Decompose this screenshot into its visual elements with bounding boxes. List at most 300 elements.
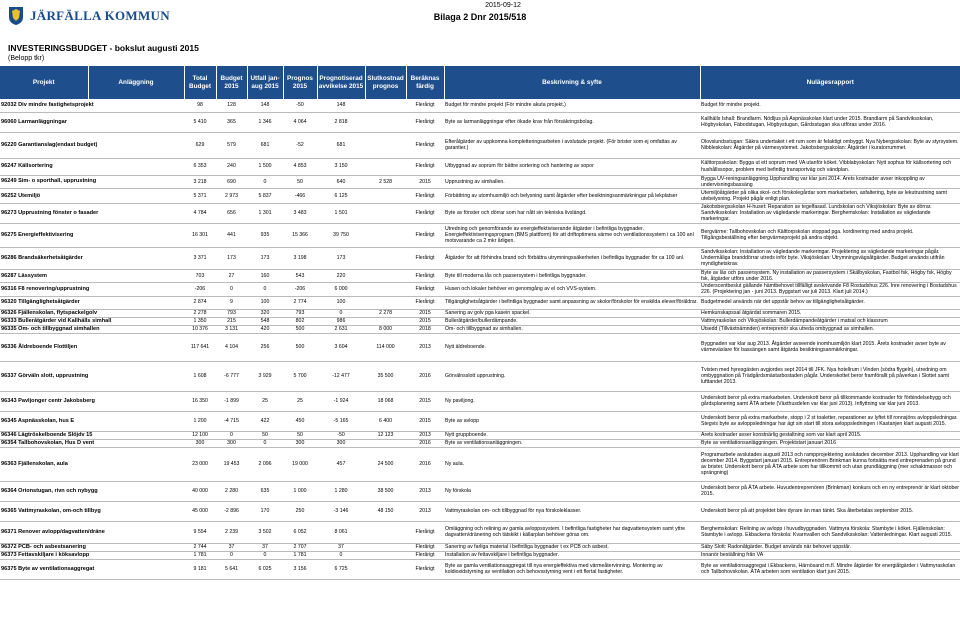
outcome: 420 [247,325,283,333]
status-report: Olovslundsstugan: Säkra undertaket i ett rum som är felaktigt ombyggt. Nya Nybergsskolan: Byte av styrsystem. Nibbleskolan: Åtgärder på värmesystemet. Jakobsbergsskolan: Åtgärder i kuratorrummet. [700,132,960,158]
deviation: 3 150 [317,158,365,175]
budget-2015: 3 131 [216,325,247,333]
completion: 2018 [406,325,444,333]
deviation: 1 501 [317,203,365,223]
description: Byte av larmanläggningar efter ökade krav från försäkringsbolag. [444,112,700,132]
table-row [0,543,960,551]
deviation: 300 [317,439,365,447]
forecast: 3 483 [283,203,317,223]
final-cost [365,559,406,579]
total-budget: 5 410 [184,112,216,132]
budget-2015: 0 [216,431,247,439]
outcome: 100 [247,296,283,309]
project-name: 96333 Bulleråtgärder vid Kallhälls simhall [0,317,184,325]
status-report: Underskott beror på att projektet blev dyrare än man tänkt. Ska återbetalas september 2015. [700,501,960,521]
description: Byte av avlopp [444,411,700,431]
project-name: 96286 Brandsäkerhetsåtgärder [0,247,184,269]
status-report: Underskott beror på extra markarbeten. Underskott beror på tillkommande kostnader för förbindelsebygg och gårdsplanering samt ÄTA arbete (Växthusdelen var klar juni 2013). Inflyttning var klar juni 2013. [700,391,960,411]
description: Upprustning av simhallen. [444,175,700,188]
forecast: 50 [283,175,317,188]
outcome: 935 [247,223,283,247]
description: Ny aula. [444,447,700,481]
description: Om- och tillbyggnad av simhallen. [444,325,700,333]
budget-2015: 5 641 [216,559,247,579]
final-cost [365,158,406,175]
description: Husen och lokaler behöver en genomgång av el och VVS-system. [444,283,700,296]
project-name: 96220 Garantianslag(endast budget) [0,132,184,158]
budget-2015: 690 [216,175,247,188]
forecast: 500 [283,325,317,333]
status-report: Byte av ventilationsaggregat i Ekbackens, Härnösand m.fl. Mindre åtgärder för energiåtgärder i Vattmyraskolan och Tallbohovskolan. ÄTA arbeten som ventilation klart juni 2015. [700,559,960,579]
forecast: 300 [283,439,317,447]
completion: Flerårigt [406,188,444,203]
project-name: 96371 Renover avlopp/dagvatten/dräne [0,521,184,543]
table-row [0,283,960,296]
total-budget: 1 350 [184,317,216,325]
description: Efterålgärder av uppkomna kompletteringsarbeten i avslutade projekt. (För brister som ej omfattas av garantier.) [444,132,700,158]
deviation: -1 924 [317,391,365,411]
total-budget: 3 218 [184,175,216,188]
outcome: 6 025 [247,559,283,579]
budget-2015: 2 973 [216,188,247,203]
final-cost: 38 500 [365,481,406,501]
outcome: 422 [247,411,283,431]
deviation: 640 [317,175,365,188]
project-name: 96365 Vattmyraskolan, om-och tillbyg [0,501,184,521]
page-title: INVESTERINGSBUDGET - bokslut augusti 2015 [8,43,199,53]
final-cost [365,439,406,447]
budget-2015: -1 899 [216,391,247,411]
total-budget: 12 100 [184,431,216,439]
table-row [0,175,960,188]
project-name: 96287 Lässystem [0,269,184,282]
completion: Flerårigt [406,559,444,579]
budget-2015: 300 [216,439,247,447]
project-name: 96247 Källsortering [0,158,184,175]
column-header: Beskrivning & syfte [444,66,700,99]
forecast: 450 [283,411,317,431]
forecast: 802 [283,317,317,325]
description: Tillgänglighetsåtgärder i befintliga byggnader samt anpassning av skolor/förskolor för enskilda elever/föräldrar. [444,296,700,309]
completion: 2015 [406,309,444,317]
description: Sanering av farliga material i befintliga byggnader t ex PCB och asbest. [444,543,700,551]
deviation: -50 [317,431,365,439]
status-report: Tvisten med hyresgästen avgjordes sept 2014 till JFK. Nya hotellrum i Vinden (södra flygeln), utredning om ombyggnation på Trädgårdsmästarbostaden pågår. Underskottet beror framförallt på påverkan i Slottet samt lufttandet 2013. [700,361,960,391]
deviation: 2 818 [317,112,365,132]
column-header: Beräknas färdig [406,66,444,99]
completion: Flerårigt [406,112,444,132]
total-budget: 703 [184,269,216,282]
completion: 2013 [406,431,444,439]
final-cost [365,132,406,158]
project-name: 96337 Görväln slott, upprustning [0,361,184,391]
project-name: 96316 F8 renovering/upprustning [0,283,184,296]
forecast: 4 853 [283,158,317,175]
forecast: 5 700 [283,361,317,391]
status-report: Bergvärme: Tallbohovskolan och Kälttorpskolan stoppad pga. kordinering med andra projekt. Tillgångsbeställning efter bergvärmeprojekt på andra objekt. [700,223,960,247]
total-budget: 16 301 [184,223,216,247]
forecast: 1 000 [283,481,317,501]
budget-2015: -2 896 [216,501,247,521]
final-cost [365,203,406,223]
completion: Flerårigt [406,203,444,223]
description: Installation av fettavskiljare i befintliga byggnader. [444,551,700,559]
deviation: -5 165 [317,411,365,431]
status-report: Byte av lås och passersystem. Ny installation av passersystem i Skälbyskolan, Fastbol fsk, Högby fsk, Högby fsk, åtgärder utförs under 2016. [700,269,960,282]
outcome: 0 [247,283,283,296]
project-name: 96252 Utemiljö [0,188,184,203]
outcome: 173 [247,247,283,269]
table-row [0,223,960,247]
forecast: 250 [283,501,317,521]
total-budget: 10 376 [184,325,216,333]
forecast: 500 [283,333,317,361]
deviation: 0 [317,309,365,317]
status-report: Årets kostnader avser konstnärlig gestaltning som var klart april 2015. [700,431,960,439]
table-row [0,411,960,431]
outcome: 50 [247,431,283,439]
table-row [0,439,960,447]
completion: 2013 [406,333,444,361]
final-cost: 12 123 [365,431,406,439]
total-budget: 2 744 [184,543,216,551]
deviation: 0 [317,551,365,559]
project-name: 96335 Om- och tillbyggnad simhallen [0,325,184,333]
logo-text: JÄRFÄLLA KOMMUN [30,8,170,23]
final-cost [365,188,406,203]
outcome: 25 [247,391,283,411]
table-row [0,112,960,132]
total-budget: 5 371 [184,188,216,203]
total-budget: 4 784 [184,203,216,223]
final-cost: 6 400 [365,411,406,431]
forecast: 15 366 [283,223,317,247]
project-name: 96320 Tillgänglighetsåtgärder [0,296,184,309]
completion: Flerårigt [406,283,444,296]
column-header: Utfall jan-aug 2015 [247,66,283,99]
completion: 2016 [406,447,444,481]
column-header: Total Budget [184,66,216,99]
final-cost: 114 000 [365,333,406,361]
table-row [0,501,960,521]
budget-2015: 4 104 [216,333,247,361]
deviation: 39 750 [317,223,365,247]
completion: 2016 [406,361,444,391]
budget-2015: 2 239 [216,521,247,543]
completion: 2015 [406,391,444,411]
forecast: 3 198 [283,247,317,269]
status-report: Utemiljöåtgärder på olika skol- och förskolegårdar som markarbeten, asfaltering, byte av lekutrustning samt utebelysning. Projekt pågår enligt plan. [700,188,960,203]
final-cost [365,296,406,309]
total-budget: 9 181 [184,559,216,579]
budget-2015: 27 [216,269,247,282]
deviation: 173 [317,247,365,269]
final-cost: 2 278 [365,309,406,317]
total-budget: 300 [184,439,216,447]
final-cost [365,551,406,559]
total-budget: 45 000 [184,501,216,521]
deviation: 2 631 [317,325,365,333]
total-budget: 23 000 [184,447,216,481]
project-name: 96373 Fettavskiljare i köksavlopp [0,551,184,559]
table-row [0,481,960,501]
deviation: 3 604 [317,333,365,361]
budget-2015: 656 [216,203,247,223]
deviation: 1 280 [317,481,365,501]
project-name: 96249 Sim- o sporthall, upprustning [0,175,184,188]
forecast: -206 [283,283,317,296]
budget-2015: -6 777 [216,361,247,391]
description: Förbättring av utomhusmiljö och belysning samt åtgärder efter besiktningsanmärkningar på lekplatser [444,188,700,203]
outcome: 1 301 [247,203,283,223]
total-budget: 3 371 [184,247,216,269]
completion: 2015 [406,175,444,188]
outcome: 37 [247,543,283,551]
status-report: Innanör beställning från VA [700,551,960,559]
outcome: 3 502 [247,521,283,543]
description: Byte av fönster och dörrar som har nått sin tekniska livslängd. [444,203,700,223]
description: Utbyggnad av soprum för bättre sortering och hantering av sopor [444,158,700,175]
description: Omläggning och relining av gamla avloppssystem. I befintliga fastigheter har dagvattensystem samt yttre dagvatten/dränering och tätskikt i källarplan behöver göras om. [444,521,700,543]
final-cost [365,283,406,296]
table-row [0,333,960,361]
column-header: Anläggning [88,66,184,99]
deviation: -3 146 [317,501,365,521]
page-subtitle: (Belopp tkr) [8,55,45,62]
description: Utredning och genomförande av energieffektiviserande åtgärder i befintliga byggnader. Energieffektiviseringsprogram (BMS plattform) för att driftoptimera värme och ventilationssystem i ca 100 anl motsvarande ca 2 mkr årligen. [444,223,700,247]
status-report: Byggnaden var klar aug 2013. Åtgärder avseende inomhusmiljön klart 2015. Årets kostnader avser byte av värmeväxlare för bassängen samt åtgärda besiktningsanmärkningar. [700,333,960,361]
outcome: 0 [247,175,283,188]
completion: Flerårigt [406,521,444,543]
final-cost [365,112,406,132]
description: Sanering av golv pga kasein spackel. [444,309,700,317]
completion: 2016 [406,439,444,447]
final-cost [365,317,406,325]
budget-2015: 9 [216,296,247,309]
project-name: 92032 Div mindre fastighetsprojekt [0,99,184,112]
column-header: Nulägesrapport [700,66,960,99]
table-row [0,158,960,175]
completion: Flerårigt [406,247,444,269]
status-report: Sandviksskolan: Installation av vägledande markeringar. Projektering av vägledande markeringar pågår. Undermåliga branddörrar utreds inför byte. Viksjöskolan: Utrymningsvägsåtgärder. Budget används utifrån myndighetskrav. [700,247,960,269]
description: Budget för mindre projekt (För mindre akuta projekt.) [444,99,700,112]
table-row [0,132,960,158]
final-cost: 35 500 [365,361,406,391]
budget-2015: 365 [216,112,247,132]
description: Byte av gamla ventilationsaggregat till nya energieffektiva med värmeåtervinning. Montering av koldioxidstyrning av ventilation och behovsstyrning vent i ett flertal fastigheter. [444,559,700,579]
forecast: 1 781 [283,551,317,559]
final-cost [365,223,406,247]
deviation: 6 725 [317,559,365,579]
completion: 2015 [406,317,444,325]
total-budget: 2 278 [184,309,216,317]
total-budget: 98 [184,99,216,112]
project-name: 96060 Larmanläggningar [0,112,184,132]
deviation: 6 000 [317,283,365,296]
table-row [0,247,960,269]
completion: Flerårigt [406,132,444,158]
deviation: 100 [317,296,365,309]
description: Byte till moderna lås och passersystem i befintliga byggnader. [444,269,700,282]
status-report: Berghemskolan: Relining av avlopp i huvudbyggnaden. Vattmyra förskola: Stambyte i köket. Fjällenskolan: Stambyte i avlopp. Ekbackens förskola: Kvarnvallen och Sandviksskolan: Vattenledningar. Klart augusti 2015. [700,521,960,543]
final-cost: 48 150 [365,501,406,521]
total-budget: 117 641 [184,333,216,361]
budget-2015: 793 [216,309,247,317]
outcome: 2 096 [247,447,283,481]
outcome: 1 346 [247,112,283,132]
project-name: 96364 Orionstugan, rivn och nybygg [0,481,184,501]
outcome: 635 [247,481,283,501]
description: Görvälnsslott upprustning. [444,361,700,391]
completion: Flerårigt [406,269,444,282]
total-budget: 40 000 [184,481,216,501]
table-row [0,188,960,203]
total-budget: 1 608 [184,361,216,391]
total-budget: 1 781 [184,551,216,559]
completion: Flerårigt [406,551,444,559]
table-row [0,309,960,317]
status-report: Säby Slott: Radonåtgärder. Budget används när behovet uppstår. [700,543,960,551]
forecast: 793 [283,309,317,317]
outcome: 148 [247,99,283,112]
deviation: 37 [317,543,365,551]
description: Vattmyraskolan om- och tillbyggnad för nya förskoleklasser. [444,501,700,521]
forecast: 4 064 [283,112,317,132]
final-cost [365,269,406,282]
outcome: 256 [247,333,283,361]
final-cost [365,543,406,551]
table-row [0,203,960,223]
status-report: Underscentbeslut gällande hämtbehovet tillfälligt avskrivande F8 Rostadshus 226. Inre renovering i Bostadshus 226. (Projektering jan - juni 2013. Byggstart var juli 2013. Klart juli 2014.) [700,283,960,296]
table-row [0,269,960,282]
budget-2015: 579 [216,132,247,158]
table-row [0,431,960,439]
table-row [0,325,960,333]
investment-table [0,66,960,580]
project-name: 96273 Upprustning fönster o fasader [0,203,184,223]
budget-2015: 173 [216,247,247,269]
total-budget: 629 [184,132,216,158]
total-budget: 9 554 [184,521,216,543]
project-name: 96372 PCB- och asbestsanering [0,543,184,551]
forecast: 2 707 [283,543,317,551]
budget-2015: 240 [216,158,247,175]
outcome: 1 500 [247,158,283,175]
table-row [0,391,960,411]
description: Nytt gruppboende. [444,431,700,439]
deviation: 148 [317,99,365,112]
description: Ny förskola [444,481,700,501]
forecast: 6 052 [283,521,317,543]
project-name: 96375 Byte av ventilationsaggregat [0,559,184,579]
table-row [0,521,960,543]
total-budget: 6 353 [184,158,216,175]
forecast: -52 [283,132,317,158]
total-budget: -206 [184,283,216,296]
deviation: 8 061 [317,521,365,543]
status-report: Programarbete avslutades augusti 2013 och rampprojektering avslutades december 2013. Upphandling var klart december 2014. Byggstart januari 2015. Entreprenören Brinkman kunna fortsätta med entreprenaden på grund av brister. Underskott beror på ÄTA arbete som har tillkommit och utan grundläggning (mer schaktmassor och sprängning) [700,447,960,481]
budget-2015: 19 453 [216,447,247,481]
outcome: 0 [247,551,283,559]
status-report: Budget för mindre projekt. [700,99,960,112]
deviation: 681 [317,132,365,158]
description: Ny paviljong. [444,391,700,411]
outcome: 681 [247,132,283,158]
outcome: 5 837 [247,188,283,203]
outcome: 548 [247,317,283,325]
final-cost [365,521,406,543]
table-row [0,559,960,579]
budget-2015: 0 [216,551,247,559]
outcome: 320 [247,309,283,317]
budget-2015: -4 715 [216,411,247,431]
table-row [0,361,960,391]
total-budget: 2 874 [184,296,216,309]
deviation: 220 [317,269,365,282]
status-report: Jakobsbergsskolan H-huset: Reparation av tegelfasad. Lundskolan och Viksjöskolan: Byte av dörrar. Sandviksskolan: Installation av vägledande markeringar. Berghemskolan: Installation av vägledande markeringar. [700,203,960,223]
budget-2015: 2 280 [216,481,247,501]
completion: Flerårigt [406,158,444,175]
project-name: 96345 Aspnässkolan, hus E [0,411,184,431]
deviation: -12 477 [317,361,365,391]
status-report: Vattmyraskolan och Viksjöskolan: Bullerdämpandeåtgärder i matsal och klassrum [700,317,960,325]
description: Åtgärder för att förhindra brand och förbättra utrymningssäkerheten i befintliga byggnader för ca 100 anl. [444,247,700,269]
description: Bulleråtgärder/bullerdämpande. [444,317,700,325]
table-row [0,551,960,559]
completion: 2015 [406,411,444,431]
status-report: Utsedd (Tillväxtnämnden) entreprenör ska utreda ombyggnad av simhallen. [700,325,960,333]
total-budget: 1 200 [184,411,216,431]
column-header: Budget 2015 [216,66,247,99]
forecast: 25 [283,391,317,411]
budget-2015: 128 [216,99,247,112]
project-name: 96275 Energieffektivisering [0,223,184,247]
status-report: Byte av ventilationsanläggningen. Projektstart januari 2016 [700,439,960,447]
table-row [0,447,960,481]
completion: Flerårigt [406,99,444,112]
completion: Flerårigt [406,296,444,309]
document-header [0,2,960,22]
status-report: Bygga UV-reningsanläggning.Upphandling var klar juni 2014. Årets kostnader avser inkoppling av undervisningsbassäng [700,175,960,188]
description: Byte av ventilationsanläggningen. [444,439,700,447]
final-cost [365,99,406,112]
project-name: 96343 Pavljonger centr Jakobsberg [0,391,184,411]
document-date: 2015-09-12 [485,2,521,9]
forecast: 2 774 [283,296,317,309]
table-row [0,99,960,112]
status-report: Budgetmedel används när det uppstår behov av tillgänglighetsåtgärder. [700,296,960,309]
project-name: 96326 Fjällenskolan, flytspackelgolv [0,309,184,317]
budget-2015: 441 [216,223,247,247]
status-report: Kallhälls Ishall: Brandlarm. Nödljus på Aspnässkolan klart under 2015. Brandlarm på Sandviksskolan, Högbyskolan, Fäbodstugan, Högbystugan, Gårdsstugan ska utföras under 2016. [700,112,960,132]
table-row [0,317,960,325]
deviation: 986 [317,317,365,325]
forecast: 543 [283,269,317,282]
forecast: 50 [283,431,317,439]
completion: Flerårigt [406,543,444,551]
table-header-row [0,66,960,99]
final-cost: 18 068 [365,391,406,411]
completion: Flerårigt [406,223,444,247]
forecast: 19 000 [283,447,317,481]
final-cost [365,247,406,269]
forecast: -50 [283,99,317,112]
completion: 2013 [406,501,444,521]
status-report: Hemkunskapssal åtgärdat sommaren 2015. [700,309,960,317]
budget-2015: 215 [216,317,247,325]
completion: 2013 [406,481,444,501]
table-row [0,296,960,309]
